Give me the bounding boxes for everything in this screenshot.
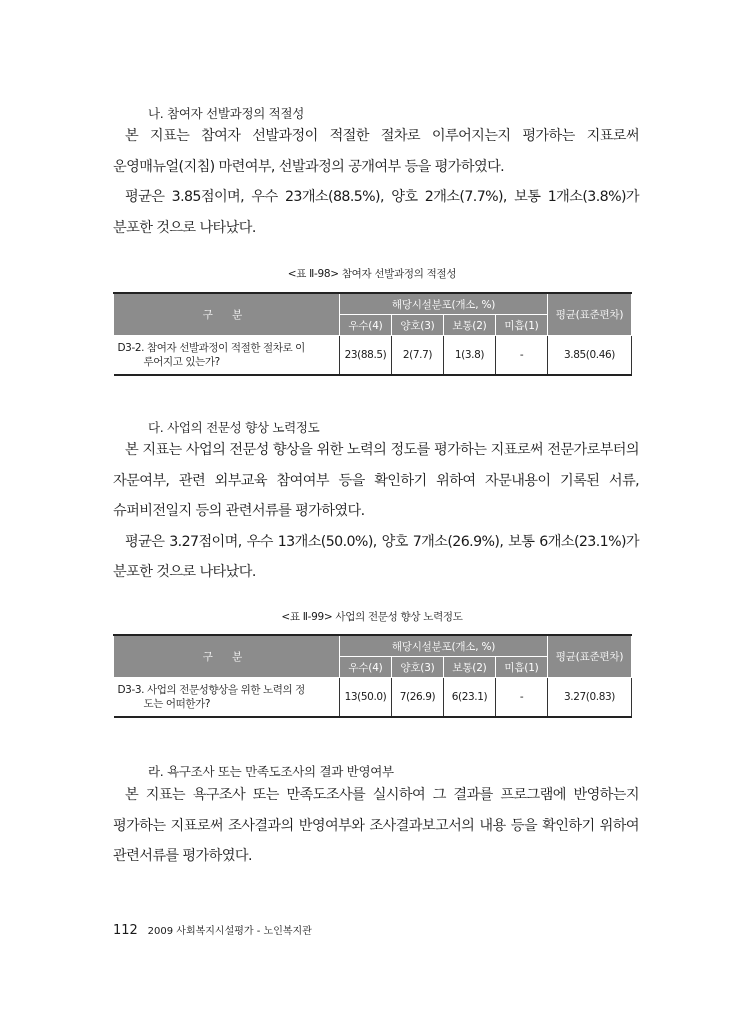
row-label [114, 678, 340, 718]
cell-mean: 3.27(0.83) [548, 678, 632, 718]
page-footer [113, 922, 312, 938]
cell-value: - [496, 336, 548, 376]
header-col: 보통(2) [444, 657, 496, 678]
header-col: 우수(4) [340, 315, 392, 336]
section-heading: 나. 참여자 선발과정의 적절성 [148, 106, 304, 121]
header-category: 구 분 [114, 635, 340, 678]
paragraph: 본 지표는 욕구조사 또는 만족도조사를 실시하여 그 결과를 프로그램에 반영하는지 평가하는 지표로써 조사결과의 반영여부와 조사결과보고서의 내용 등을 확인하기 위하여 관련서류를 평가하였다. [113, 787, 639, 864]
table-row [114, 336, 632, 376]
header-col: 양호(3) [392, 315, 444, 336]
section-heading: 라. 욕구조사 또는 만족도조사의 결과 반영여부 [148, 764, 394, 779]
cell-mean: 3.85(0.46) [548, 336, 632, 376]
table-caption: <표 Ⅱ-99> 사업의 전문성 향상 노력정도 [281, 611, 463, 623]
header-group: 해당시설분포(개소, %) [340, 293, 548, 315]
header-mean: 평균(표준편차) [548, 635, 632, 678]
row-label-line1: 참여자 선발과정이 적절한 절차로 이 [147, 342, 305, 354]
header-col: 미흡(1) [496, 315, 548, 336]
header-category: 구 분 [114, 293, 340, 336]
footer-title: 2009 사회복지시설평가 - 노인복지관 [147, 926, 312, 937]
page-number: 112 [113, 923, 138, 938]
row-code: D3-2. [117, 342, 145, 354]
cell-value: 7(26.9) [392, 678, 444, 718]
header-col: 양호(3) [392, 657, 444, 678]
paragraph: 본 지표는 참여자 선발과정이 적절한 절차로 이루어지는지 평가하는 지표로써 운영매뉴얼(지침) 마련여부, 선발과정의 공개여부 등을 평가하였다. [113, 128, 639, 175]
cell-value: 1(3.8) [444, 336, 496, 376]
row-label-line2: 도는 어떠한가? [143, 698, 211, 710]
row-code: D3-3. [117, 684, 145, 696]
header-group: 해당시설분포(개소, %) [340, 635, 548, 657]
data-table [113, 634, 632, 718]
header-mean: 평균(표준편차) [548, 293, 632, 336]
header-col: 우수(4) [340, 657, 392, 678]
row-label [114, 336, 340, 376]
section-body [113, 780, 639, 872]
header-col: 보통(2) [444, 315, 496, 336]
cell-value: 2(7.7) [392, 336, 444, 376]
section-body [113, 121, 639, 243]
cell-value: 6(23.1) [444, 678, 496, 718]
section-body [113, 435, 639, 588]
cell-value: 13(50.0) [340, 678, 392, 718]
row-label-line2: 루어지고 있는가? [143, 356, 220, 368]
paragraph: 평균은 3.27점이며, 우수 13개소(50.0%), 양호 7개소(26.9%), 보통 6개소(23.1%)가 분포한 것으로 나타났다. [113, 533, 639, 580]
paragraph: 평균은 3.85점이며, 우수 23개소(88.5%), 양호 2개소(7.7%), 보통 1개소(3.8%)가 분포한 것으로 나타났다. [113, 189, 639, 236]
data-table [113, 292, 632, 376]
section-heading: 다. 사업의 전문성 향상 노력정도 [148, 420, 320, 435]
table-caption: <표 Ⅱ-98> 참여자 선발과정의 적절성 [287, 268, 457, 280]
cell-value: - [496, 678, 548, 718]
paragraph: 본 지표는 사업의 전문성 향상을 위한 노력의 정도를 평가하는 지표로써 전문가로부터의 자문여부, 관련 외부교육 참여여부 등을 확인하기 위하여 자문내용이 기록된 서류, 슈퍼비전일지 등의 관련서류를 평가하였다. [113, 442, 639, 519]
table-row [114, 678, 632, 718]
cell-value: 23(88.5) [340, 336, 392, 376]
row-label-line1: 사업의 전문성향상을 위한 노력의 정 [147, 684, 305, 696]
header-col: 미흡(1) [496, 657, 548, 678]
